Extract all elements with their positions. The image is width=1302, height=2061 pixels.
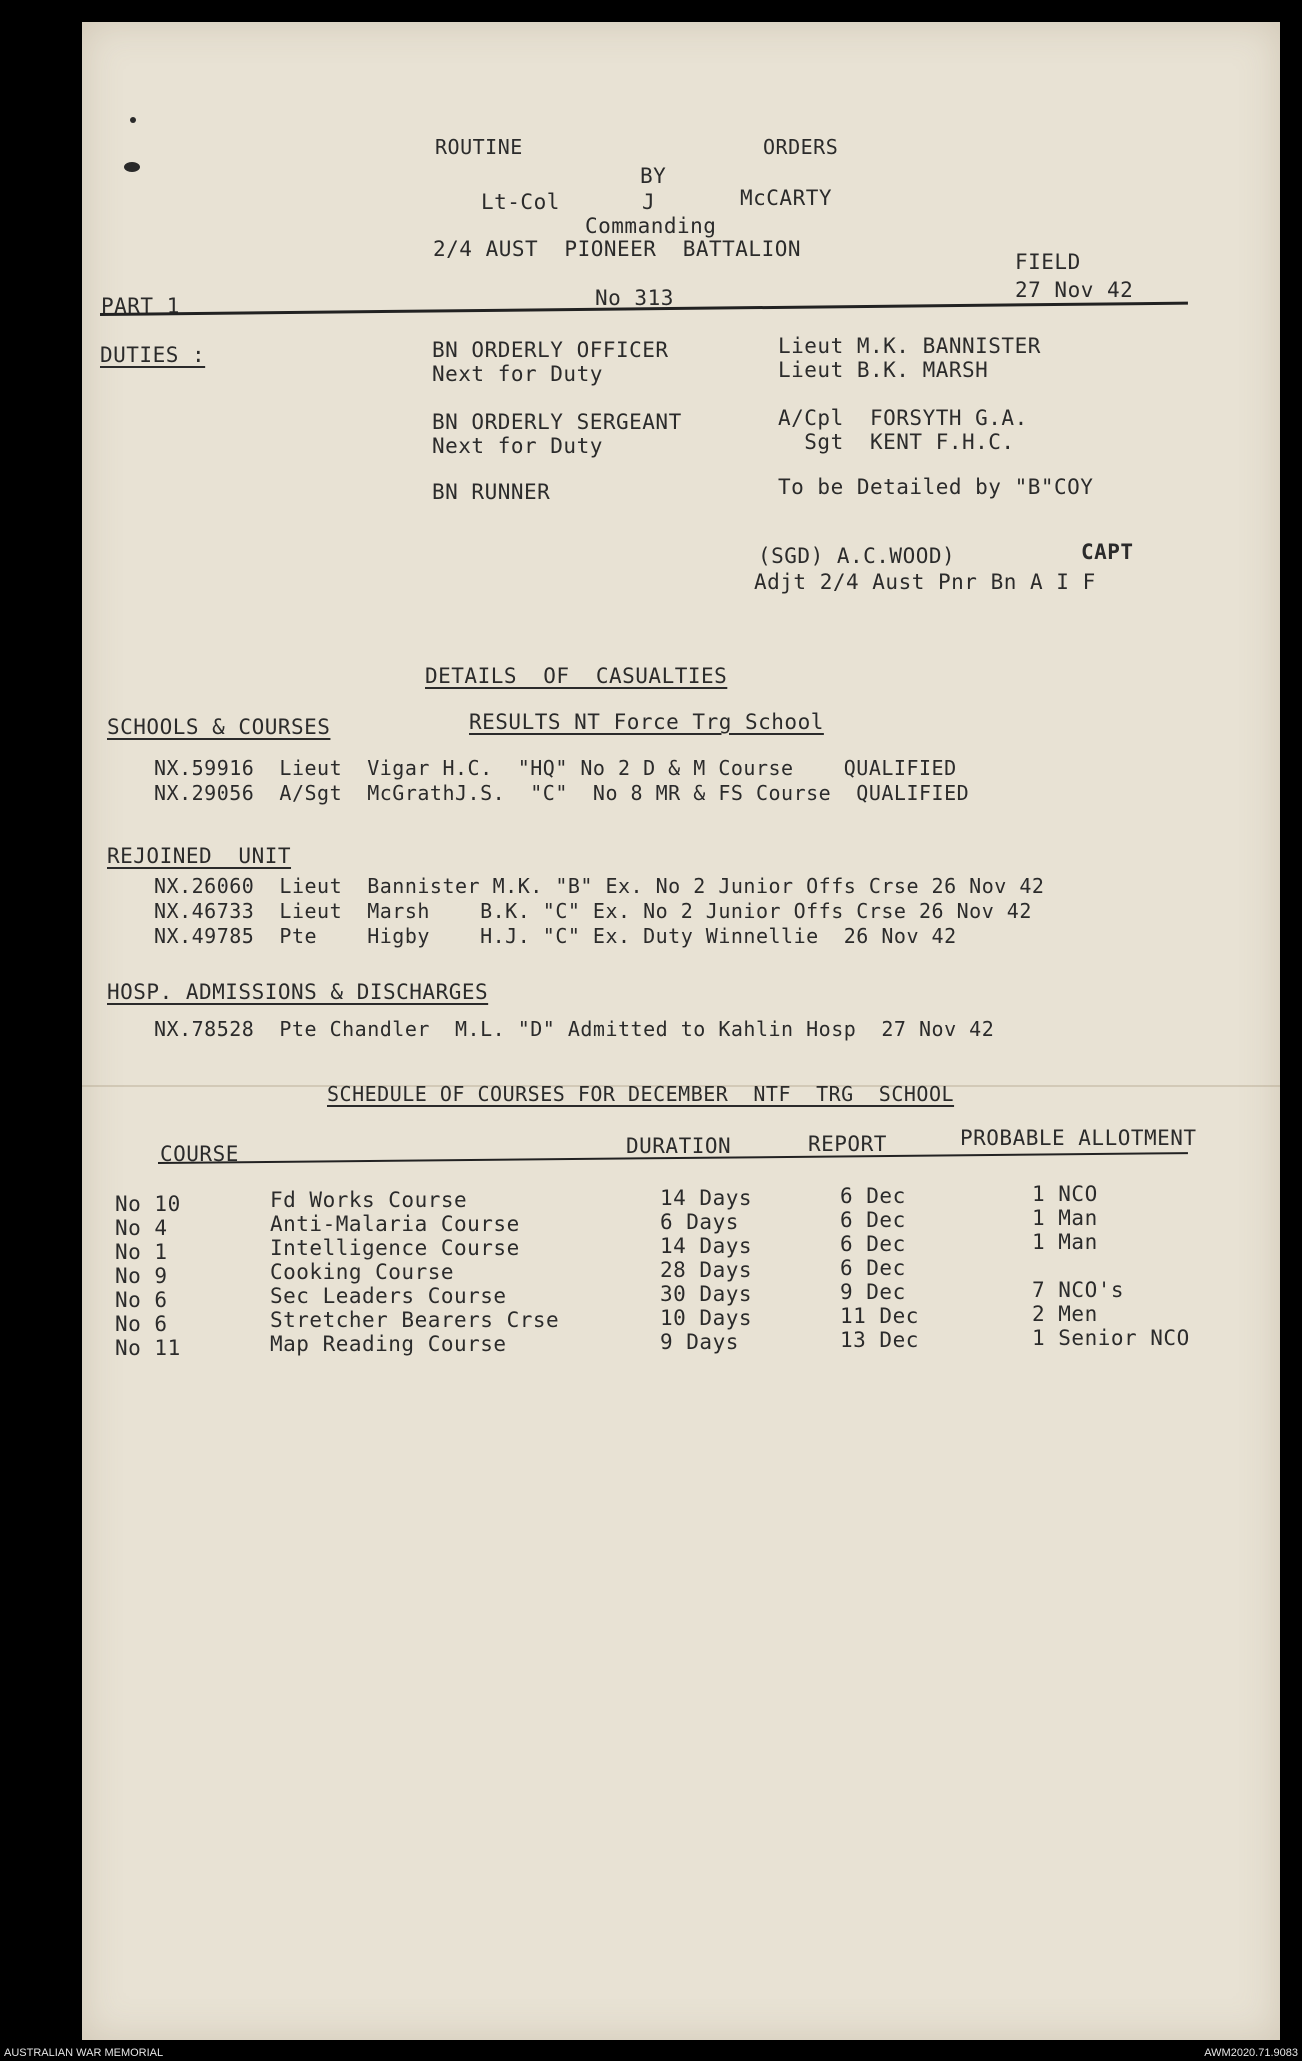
schedule-allotment: 1 NCO: [1032, 1182, 1098, 1206]
header-rank: Lt-Col: [481, 190, 560, 214]
schedule-allotment: 1 Man: [1032, 1206, 1098, 1230]
schedule-header-duration: DURATION: [626, 1134, 732, 1158]
duties-label: DUTIES :: [100, 343, 206, 367]
schedule-allotment: 2 Men: [1032, 1302, 1098, 1326]
header-initial: J: [642, 190, 656, 214]
schedule-no: No 10: [115, 1192, 181, 1216]
schedule-duration: 30 Days: [660, 1282, 753, 1306]
schedule-report: 13 Dec: [840, 1328, 919, 1352]
schedule-no: No 9: [115, 1264, 168, 1288]
schedule-course: Sec Leaders Course: [270, 1284, 507, 1308]
schedule-duration: 14 Days: [660, 1234, 753, 1258]
schedule-no: No 1: [115, 1240, 168, 1264]
header-commanding: Commanding: [585, 214, 717, 238]
schedule-report: 6 Dec: [840, 1184, 906, 1208]
schools-heading: SCHOOLS & COURSES: [107, 715, 331, 739]
schedule-report: 9 Dec: [840, 1280, 906, 1304]
schedule-duration: 28 Days: [660, 1258, 753, 1282]
rejoined-row: NX.46733 Lieut Marsh B.K. "C" Ex. No 2 Junior Offs Crse 26 Nov 42: [154, 899, 1032, 923]
punch-hole: [124, 162, 140, 172]
casualties-title: DETAILS OF CASUALTIES: [425, 664, 728, 688]
schedule-report: 6 Dec: [840, 1232, 906, 1256]
duty-person: To be Detailed by "B"COY: [778, 475, 1094, 499]
schedule-course: Fd Works Course: [270, 1188, 468, 1212]
rejoined-row: NX.26060 Lieut Bannister M.K. "B" Ex. No 2 Junior Offs Crse 26 Nov 42: [154, 874, 1045, 898]
schedule-no: No 11: [115, 1336, 181, 1360]
schedule-allotment: 1 Man: [1032, 1230, 1098, 1254]
schedule-duration: 6 Days: [660, 1210, 739, 1234]
schedule-duration: 14 Days: [660, 1186, 753, 1210]
schedule-report: 6 Dec: [840, 1256, 906, 1280]
duty-role: BN RUNNER: [432, 480, 551, 504]
schedule-no: No 6: [115, 1312, 168, 1336]
header-routine: ROUTINE: [435, 135, 523, 159]
hosp-heading: HOSP. ADMISSIONS & DISCHARGES: [107, 980, 489, 1004]
duty-person: Sgt KENT F.H.C.: [778, 430, 1015, 454]
schedule-duration: 9 Days: [660, 1330, 739, 1354]
schedule-no: No 6: [115, 1288, 168, 1312]
signature-line: (SGD) A.C.WOOD): [758, 544, 956, 568]
schools-row: NX.59916 Lieut Vigar H.C. "HQ" No 2 D & M Course QUALIFIED: [154, 756, 957, 780]
schedule-header-course: COURSE: [160, 1142, 239, 1166]
schedule-report: 11 Dec: [840, 1304, 919, 1328]
schedule-course: Cooking Course: [270, 1260, 455, 1284]
header-number: No 313: [595, 286, 674, 310]
document-page: [82, 22, 1280, 2040]
schedule-no: No 4: [115, 1216, 168, 1240]
schedule-report: 6 Dec: [840, 1208, 906, 1232]
schedule-title: SCHEDULE OF COURSES FOR DECEMBER NTF TRG SCHOOL: [327, 1082, 955, 1106]
duty-person: Lieut B.K. MARSH: [778, 358, 989, 382]
header-part: PART 1: [101, 294, 180, 318]
duty-role: BN ORDERLY OFFICER: [432, 338, 669, 362]
schedule-allotment: 1 Senior NCO: [1032, 1326, 1190, 1350]
duty-person: A/Cpl FORSYTH G.A.: [778, 406, 1028, 430]
punch-hole: [130, 117, 136, 123]
header-date: 27 Nov 42: [1015, 278, 1134, 302]
schools-row: NX.29056 A/Sgt McGrathJ.S. "C" No 8 MR & FS Course QUALIFIED: [154, 781, 970, 805]
header-field: FIELD: [1015, 250, 1081, 274]
header-by: BY: [640, 164, 667, 188]
duty-role: BN ORDERLY SERGEANT: [432, 410, 682, 434]
schools-subheading: RESULTS NT Force Trg School: [469, 710, 824, 734]
schedule-course: Intelligence Course: [270, 1236, 520, 1260]
header-unit: 2/4 AUST PIONEER BATTALION: [433, 237, 802, 261]
footer-accession: AWM2020.71.9083: [1204, 2047, 1298, 2059]
hosp-row: NX.78528 Pte Chandler M.L. "D" Admitted to Kahlin Hosp 27 Nov 42: [154, 1017, 995, 1041]
signature-appointment: Adjt 2/4 Aust Pnr Bn A I F: [754, 570, 1096, 594]
duty-role: Next for Duty: [432, 434, 603, 458]
rejoined-row: NX.49785 Pte Higby H.J. "C" Ex. Duty Winnellie 26 Nov 42: [154, 924, 957, 948]
schedule-duration: 10 Days: [660, 1306, 753, 1330]
header-orders: ORDERS: [763, 135, 839, 159]
schedule-course: Stretcher Bearers Crse: [270, 1308, 560, 1332]
duty-role: Next for Duty: [432, 362, 603, 386]
footer-source: AUSTRALIAN WAR MEMORIAL: [4, 2047, 164, 2059]
schedule-header-report: REPORT: [808, 1132, 887, 1156]
schedule-course: Map Reading Course: [270, 1332, 507, 1356]
signature-rank: CAPT: [1081, 540, 1134, 564]
header-name: McCARTY: [740, 186, 833, 210]
schedule-header-allotment: PROBABLE ALLOTMENT: [960, 1126, 1197, 1150]
duty-person: Lieut M.K. BANNISTER: [778, 334, 1041, 358]
schedule-allotment: 7 NCO's: [1032, 1278, 1125, 1302]
rejoined-heading: REJOINED UNIT: [107, 844, 292, 868]
schedule-course: Anti-Malaria Course: [270, 1212, 520, 1236]
